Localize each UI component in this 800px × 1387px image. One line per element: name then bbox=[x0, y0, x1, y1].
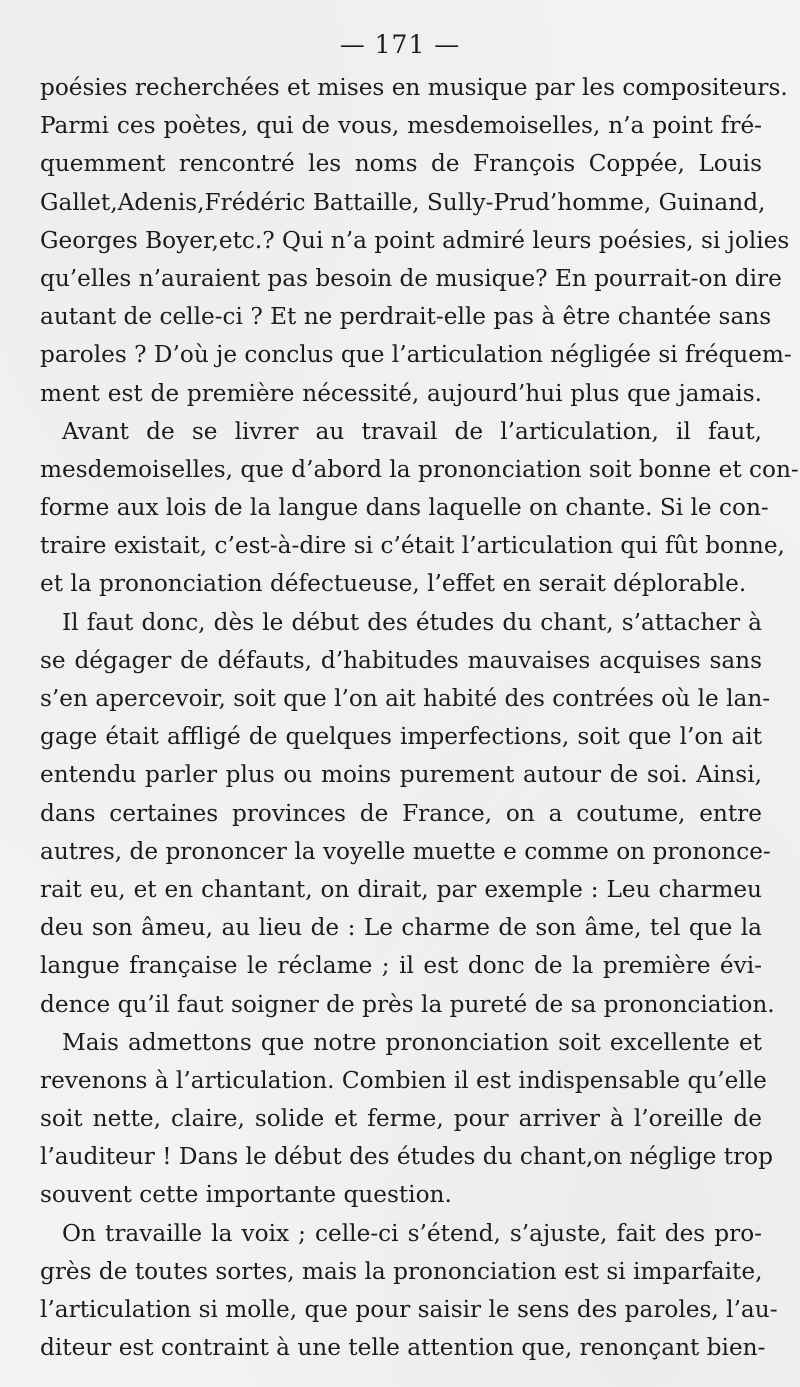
text-line: autant de celle-ci ? Et ne perdrait-elle pas à être chantée sans bbox=[40, 303, 772, 331]
text-line: quemment rencontré les noms de François Coppée, Louis bbox=[40, 150, 762, 178]
text-line: dans certaines provinces de France, on a coutume, entre bbox=[40, 799, 762, 827]
text-line: On travaille la voix ; celle-ci s’étend, s’ajuste, fait des pro- bbox=[62, 1219, 762, 1247]
text-line: entendu parler plus ou moins purement autour de soi. Ainsi, bbox=[40, 761, 762, 789]
paragraph bbox=[40, 413, 799, 604]
text-line: s’en apercevoir, soit que l’on ait habité des contrées où le lan- bbox=[40, 685, 771, 712]
page-number: — 171 — bbox=[339, 30, 461, 59]
body-text bbox=[40, 69, 799, 1367]
text-line: grès de toutes sortes, mais la prononciation est si imparfaite, bbox=[40, 1257, 763, 1285]
text-line: gage était affligé de quelques imperfections, soit que l’on ait bbox=[40, 723, 762, 751]
paragraph bbox=[40, 69, 792, 413]
text-line: Mais admettons que notre prononciation soit excellente et bbox=[62, 1028, 762, 1056]
text-line: rait eu, et en chantant, on dirait, par exemple : Leu charmeu bbox=[40, 875, 762, 903]
text-line: soit nette, claire, solide et ferme, pour arriver à l’oreille de bbox=[40, 1105, 762, 1133]
text-line: dence qu’il faut soigner de près la pureté de sa prononciation. bbox=[40, 990, 775, 1018]
text-line: autres, de prononcer la voyelle muette e comme on prononce- bbox=[40, 837, 771, 865]
text-line: Gallet,Adenis,Frédéric Battaille, Sully-Prud’homme, Guinand, bbox=[40, 188, 766, 216]
text-line: diteur est contraint à une telle attention que, renonçant bien- bbox=[40, 1334, 766, 1362]
text-line: deu son âmeu, au lieu de : Le charme de son âme, tel que la bbox=[40, 914, 762, 942]
text-line: souvent cette importante question. bbox=[40, 1181, 452, 1209]
text-line: Parmi ces poètes, qui de vous, mesdemoiselles, n’a point fré- bbox=[40, 112, 762, 140]
paragraph bbox=[40, 1024, 773, 1215]
text-line: forme aux lois de la langue dans laquelle on chante. Si le con- bbox=[40, 494, 769, 522]
text-line: l’auditeur ! Dans le début des études du chant,on néglige trop bbox=[40, 1143, 773, 1171]
text-line: l’articulation si molle, que pour saisir le sens des paroles, l’au- bbox=[40, 1296, 778, 1323]
text-line: se dégager de défauts, d’habitudes mauvaises acquises sans bbox=[40, 646, 762, 674]
text-line: paroles ? D’où je conclus que l’articulation négligée si fréquem- bbox=[40, 341, 792, 369]
text-line: Avant de se livrer au travail de l’articulation, il faut, bbox=[62, 417, 762, 445]
text-line: Georges Boyer,etc.? Qui n’a point admiré leurs poésies, si jolies bbox=[40, 226, 790, 254]
text-line: traire existait, c’est-à-dire si c’était l’articulation qui fût bonne, bbox=[40, 532, 785, 560]
text-line: poésies recherchées et mises en musique par les compositeurs. bbox=[40, 74, 788, 101]
text-line: ment est de première nécessité, aujourd’hui plus que jamais. bbox=[40, 379, 762, 407]
text-line: revenons à l’articulation. Combien il est indispensable qu’elle bbox=[40, 1066, 767, 1094]
paragraph bbox=[40, 1215, 778, 1368]
text-line: mesdemoiselles, que d’abord la prononciation soit bonne et con- bbox=[40, 455, 799, 483]
paragraph bbox=[40, 604, 775, 1024]
text-line: qu’elles n’auraient pas besoin de musique? En pourrait-on dire bbox=[40, 264, 782, 292]
text-line: langue française le réclame ; il est donc de la première évi- bbox=[40, 952, 762, 980]
text-line: et la prononciation défectueuse, l’effet en serait déplorable. bbox=[40, 570, 747, 598]
text-line: Il faut donc, dès le début des études du chant, s’attacher à bbox=[62, 608, 762, 636]
